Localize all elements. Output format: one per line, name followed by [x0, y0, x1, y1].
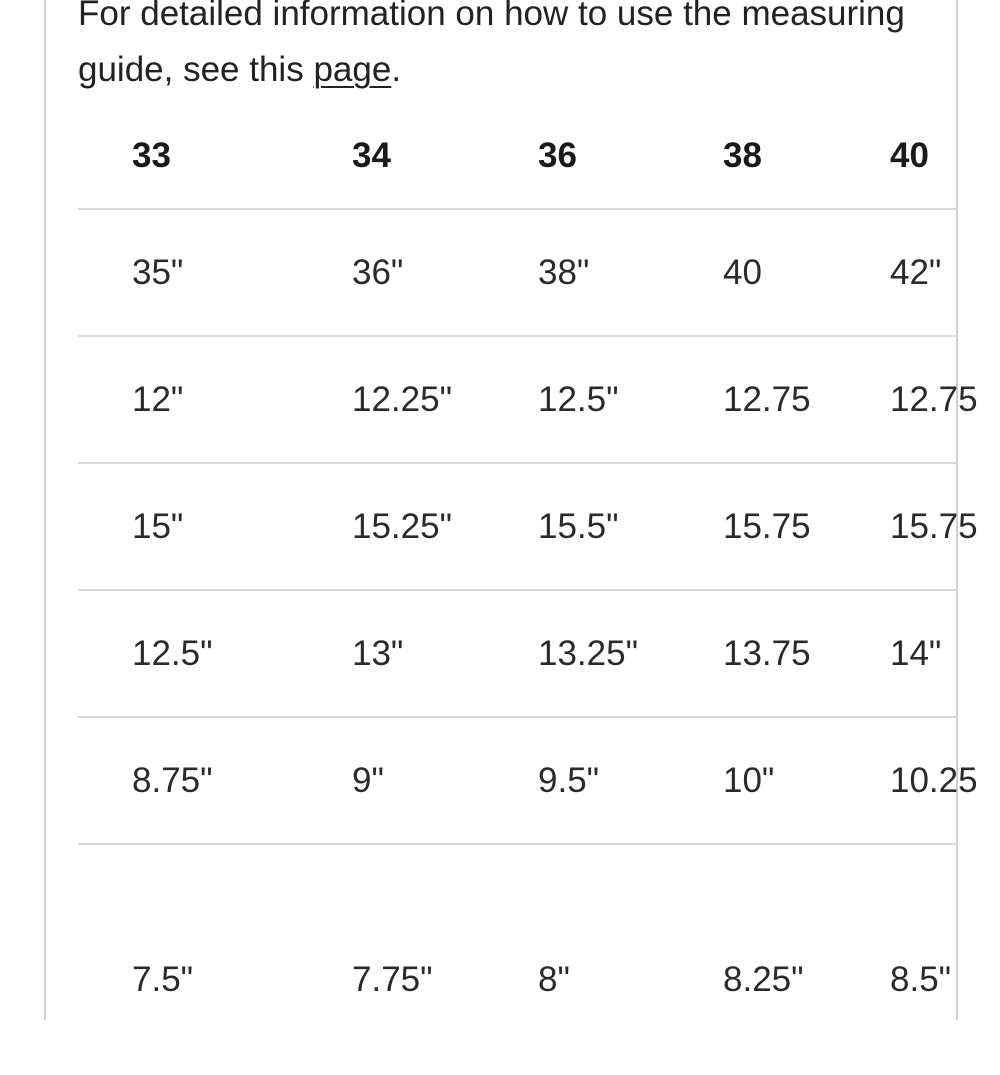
cell-value: 13.75	[723, 633, 811, 673]
table-cell	[782, 717, 978, 844]
size-header	[782, 104, 958, 209]
table-cell	[244, 336, 453, 463]
size-header-label: 40	[890, 136, 929, 175]
cell-value: 15"	[132, 506, 184, 546]
cell-value: 8.75"	[132, 760, 213, 800]
size-header-row	[78, 104, 958, 209]
table-cell	[615, 717, 782, 844]
cell-value: 10.25	[890, 760, 978, 800]
table-row	[78, 336, 958, 463]
cell-value: 12.75	[890, 379, 978, 419]
table-cell	[244, 590, 430, 717]
table-cell	[430, 844, 615, 1075]
cell-value: 9"	[352, 760, 384, 800]
table-cell	[244, 844, 433, 1075]
size-header-label: 36	[538, 136, 577, 175]
cell-value: 9.5"	[538, 760, 600, 800]
table-cell	[615, 336, 811, 463]
cell-value: 15.75	[723, 506, 811, 546]
cell-value: 12.5"	[538, 379, 619, 419]
cell-value: 7.5"	[132, 960, 194, 999]
cell-value: 15.25"	[352, 506, 453, 546]
table-cell	[78, 209, 244, 336]
table-cell	[430, 463, 619, 590]
table-cell	[78, 463, 244, 590]
cell-value: 35"	[132, 252, 184, 292]
cell-value: 8.5"	[890, 960, 952, 999]
size-header	[78, 104, 244, 209]
size-header-label: 34	[352, 136, 391, 175]
table-row	[78, 717, 958, 844]
size-guide-panel	[44, 0, 978, 1020]
size-header-label: 38	[723, 136, 762, 175]
intro-period: .	[391, 50, 402, 89]
table-cell	[615, 844, 804, 1075]
cell-value: 7.75"	[352, 960, 433, 999]
table-cell	[78, 590, 244, 717]
intro-text: For detailed information on how to use the measuring guide, see this	[78, 0, 905, 89]
table-cell	[430, 590, 639, 717]
table-cell	[615, 209, 782, 336]
cell-value: 10"	[723, 760, 775, 800]
table-cell	[244, 463, 453, 590]
table-cell	[430, 209, 615, 336]
table-row	[78, 209, 958, 336]
table-cell	[244, 209, 430, 336]
table-cell	[244, 717, 430, 844]
cell-value: 12.75	[723, 379, 811, 419]
cell-value: 12.5"	[132, 633, 213, 673]
cell-value: 12"	[132, 379, 184, 419]
cell-value: 8.25"	[723, 960, 804, 999]
cell-value: 42"	[890, 252, 942, 292]
table-cell	[78, 844, 244, 1075]
table-cell	[782, 844, 958, 1075]
cell-value: 14"	[890, 633, 942, 673]
table-cell	[430, 336, 619, 463]
table-cell	[78, 717, 244, 844]
table-cell	[782, 209, 958, 336]
size-table-container	[78, 104, 978, 1075]
size-table	[78, 104, 978, 1075]
cell-value: 40	[723, 252, 762, 292]
size-header-label: 33	[132, 136, 171, 175]
cell-value: 12.25"	[352, 379, 453, 419]
cell-value: 38"	[538, 252, 590, 292]
table-cell	[430, 717, 615, 844]
cell-value: 13.25"	[538, 633, 639, 673]
cell-value: 36"	[352, 252, 404, 292]
size-header	[244, 104, 430, 209]
measuring-guide-page-link[interactable]: page	[313, 50, 392, 89]
table-cell	[78, 336, 244, 463]
cell-value: 15.5"	[538, 506, 619, 546]
table-row	[78, 590, 958, 717]
size-header	[430, 104, 615, 209]
cell-value: 8"	[538, 960, 570, 999]
cell-value: 15.75	[890, 506, 978, 546]
table-cell	[615, 590, 811, 717]
table-cell	[615, 463, 811, 590]
measuring-guide-intro	[78, 0, 928, 98]
table-row	[78, 463, 958, 590]
cell-value: 13"	[352, 633, 404, 673]
table-row	[78, 844, 958, 1075]
size-header	[615, 104, 782, 209]
